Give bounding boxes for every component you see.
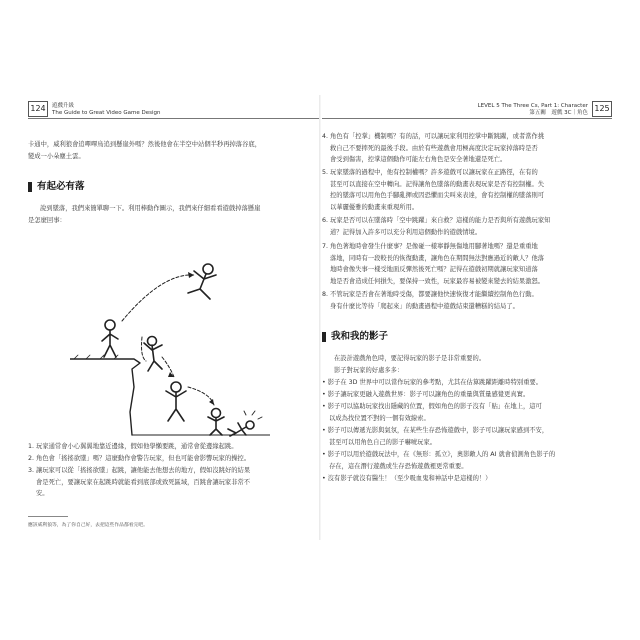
stick-figure-falling (166, 382, 186, 421)
header-rule (322, 118, 612, 119)
text-line: 影子在 3D 世界中可以當作玩家的參考點，尤其在估算跳躍距離時特別重要。 (327, 379, 543, 386)
text-line: 玩家墜落的過程中，他有控制權嗎？許多遊戲可以讓玩家在正路徑，在有的 (330, 169, 538, 176)
text-line: 甚至可以用角色自己的影子嚇唬玩家。 (329, 438, 437, 446)
bullet-item (322, 425, 612, 448)
list-item (322, 289, 612, 312)
section-heading: 有起必有落 (28, 181, 85, 193)
section-paragraph (28, 203, 318, 226)
bullet-symbol: • (322, 427, 326, 434)
text-line: 說到墜落，我們來簡單聊一下。利用棒動作圖示，我們來仔細看看遊戲掉落懸崖 (40, 205, 261, 212)
text-line: 讓玩家可以從「搖搖欲墜」起跳，讓他能去他想去的地方，假如沒跳好的結果 (36, 467, 251, 474)
page-number: 125 (592, 101, 612, 117)
text-line: 控的墜落可以用角色手腳亂揮或因恐懼而尖叫來表達，會有控制權的墜落則可 (330, 192, 545, 200)
text-line: 角色著地時會發生什麼事？是像碰一樣寧靜無傷地用腳著地嗎？還是重重地 (330, 243, 538, 250)
text-line: 存在，這在潛行遊戲或生存恐怖遊戲裡更常重要。 (329, 462, 468, 470)
list-item (322, 131, 612, 166)
list-number: 1. (28, 443, 35, 450)
stick-figure-jumping (188, 264, 216, 299)
page-number: 124 (28, 101, 48, 117)
bullet-item (322, 449, 612, 472)
list-number: 2. (28, 455, 35, 462)
text-line: 以成為找位置不對的一個有效線索。 (329, 414, 430, 422)
bullet-symbol: • (322, 379, 326, 386)
text-line: 救自己不要摔死的最後手段。由於有些遊戲會用極高度決定玩家掉落時是否 (330, 144, 538, 152)
intro-paragraph (28, 139, 318, 162)
section-heading: 我和我的影子 (322, 331, 388, 343)
text-line: 身有什麼比等待「爬起來」的動畫過程中遊戲結束還糟糕的結局了。 (330, 302, 519, 310)
text-line: 玩家是否可以在墜落時「空中跳躍」來自救？這樣的能力是否與所有遊戲玩家知 (330, 217, 551, 224)
list-number: 8. (322, 291, 329, 298)
list-item (28, 441, 318, 453)
bullet-symbol: • (322, 475, 326, 482)
text-line: 沒有影子就沒有醫生！（至少吸血鬼和神話中是這樣的！） (327, 475, 492, 482)
text-line: 影子可以協助玩家找出隱藏的位置，假如角色的影子沒有「貼」在地上，這可 (327, 403, 542, 410)
book-gutter (319, 95, 321, 540)
header-title-en: LEVEL 5 The Three Cs, Part 1: Character (477, 103, 588, 109)
header-title-en: The Guide to Great Video Game Design (52, 110, 161, 116)
text-line: 角色會「搖搖欲墜」嗎？這麼動作會警告玩家，但也可能會影響玩家的操控。 (36, 455, 251, 462)
bullet-symbol: • (322, 403, 326, 410)
text-line: 甚至可以直接在空中轉向。記得讓角色墜落的動畫表現玩家是否有控制權。失 (330, 180, 545, 188)
list-number: 7. (322, 243, 329, 250)
text-line: 卡通中，威利狼會追嗶嗶鳥追到懸崖外嗎？然後他會在半空中站個半秒再掉落谷底， (28, 141, 261, 148)
bullet-symbol: • (322, 451, 326, 458)
running-header (52, 103, 160, 117)
bullet-item (322, 389, 612, 401)
text-line: 影子讓玩家更融入遊戲世界：影子可以讓角色的重量與質量感覺更真實。 (327, 391, 530, 398)
cliff-shape (70, 359, 140, 435)
text-line: 道？記得加入許多可以充分利用這個動作的遊戲情境。 (330, 228, 482, 236)
list-item (322, 167, 612, 213)
header-title-zh: 第五關 遊戲 3C｜角色 (529, 110, 588, 116)
text-line: 不管玩家是否會在著地時受傷，都要讓他快速恢復才能繼續控制角色行動。 (330, 291, 538, 298)
text-line: 變成一小朵塵土雲。 (28, 152, 85, 160)
list-number: 3. (28, 467, 35, 474)
text-line: 影子對玩家的好處多多： (334, 366, 404, 374)
running-header (478, 103, 588, 117)
list-item (28, 453, 318, 465)
text-line: 玩家通常會小心翼翼地靠近邊緣，假如他學懶要跳，通常會從邊緣起跳。 (36, 443, 238, 450)
text-line: 以華麗優雅的動畫來重現所用。 (330, 203, 419, 211)
header-rule (28, 118, 320, 119)
text-line: 影子可以用於遊戲玩法中，在《無形：孤立》，奧影敵人的 AI 就會偵測角色影子的 (327, 451, 556, 458)
text-line: 落地，同時有一段較長的恢復動畫，讓角色在期間無法對應過近的敵人？他落 (330, 254, 545, 262)
list-number: 6. (322, 217, 329, 224)
text-line: 角色有「控掌」機制嗎？有的話，可以讓玩家利用控掌中斷跳躍，或者當作挑 (330, 133, 545, 140)
text-line: 地是否會造成任何損失，要保持一致性，玩家最容易被變來變去的結果激怒。 (330, 277, 545, 285)
left-page (22, 95, 320, 540)
text-line: 會受到傷害，控掌這個動作可能左右角色是安全著地還是死亡。 (330, 156, 507, 164)
list-item (322, 241, 612, 287)
list-number: 4. (322, 133, 329, 140)
stick-figure-crashed (228, 411, 262, 436)
text-line: 地時會像失事一樣受地面反彈然後死亡嗎？記得在遊戲初期就讓玩家知道落 (330, 266, 538, 274)
list-item (28, 465, 318, 500)
stick-figure-teetering (144, 337, 162, 372)
text-line: 在設計遊戲角色時，要記得玩家的影子是非常重要的。 (334, 355, 486, 362)
footnote-rule (28, 516, 68, 517)
list-number: 5. (322, 169, 329, 176)
stick-figure-edge (102, 320, 118, 357)
footnote: 應該威利狼等，為了你自己好，去把這些作品都看完吧。 (28, 523, 148, 528)
bullet-item (322, 473, 612, 485)
falling-stick-figure-illustration (70, 237, 270, 437)
text-line: 是怎麼回事： (28, 216, 66, 224)
text-line: 會是死亡，要讓玩家在起跳時就能看到底部或致死區域，百跳會讓玩家非常不 (36, 478, 251, 486)
header-title-zh: 遊戲升級 (52, 103, 75, 109)
bullet-item (322, 377, 612, 389)
text-line: 影子可以傳遞光影與氣氛，在某些生存恐怖遊戲中，影子可以讓玩家感到不安， (327, 427, 549, 434)
list-item (322, 215, 612, 238)
bullet-item (322, 401, 612, 424)
stick-figure-landed (208, 409, 224, 436)
right-page (322, 95, 618, 540)
section-paragraph (322, 353, 612, 376)
bullet-symbol: • (322, 391, 326, 398)
motion-arrows (122, 275, 214, 405)
text-line: 安。 (36, 490, 49, 498)
